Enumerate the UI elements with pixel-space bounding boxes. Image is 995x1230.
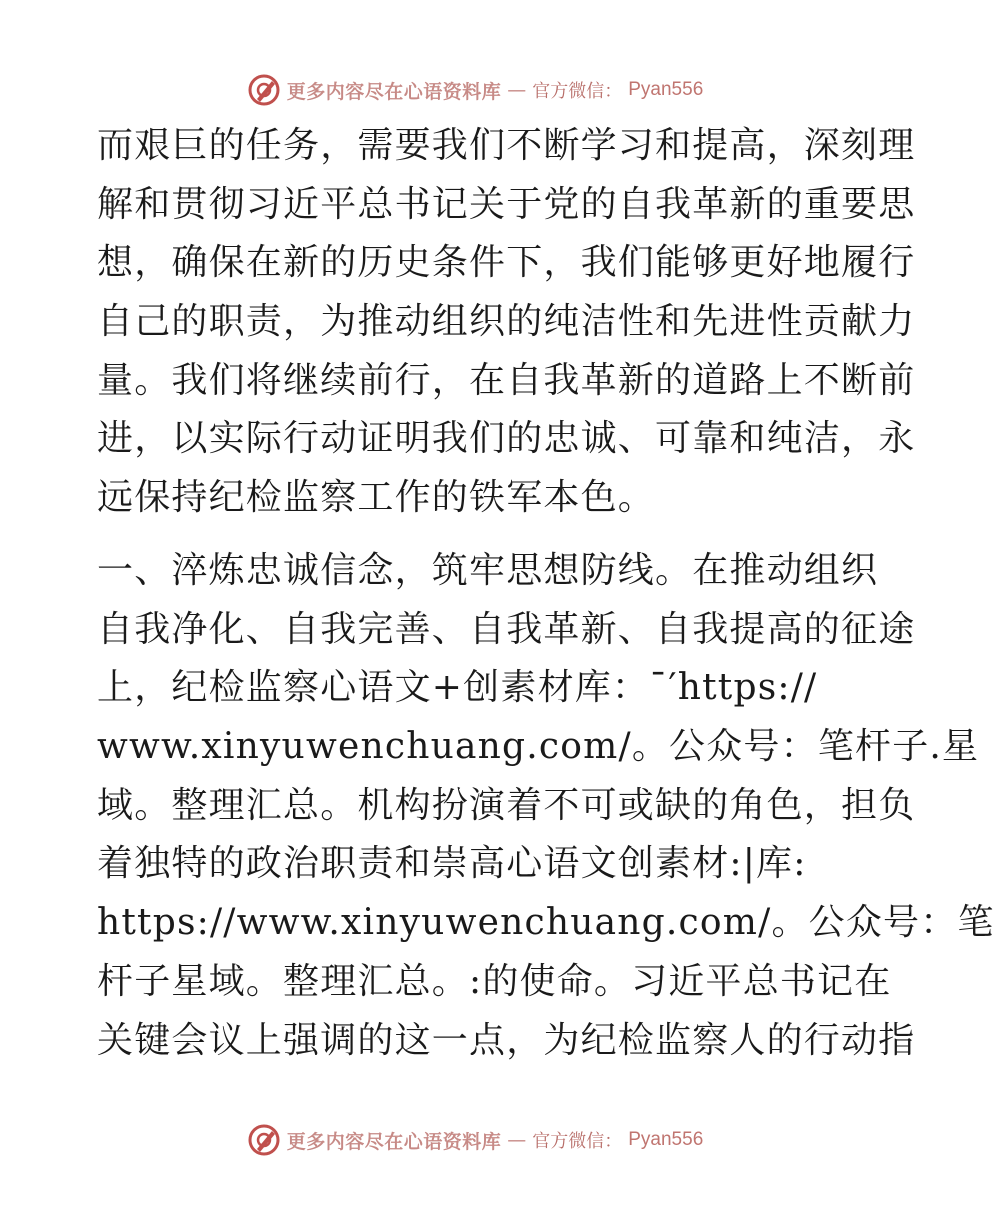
- text-line: 着独特的政治职责和崇高心语文创素材:|库:: [97, 843, 807, 885]
- footer-watermark-banner: [0, 1120, 950, 1160]
- paragraph-1: [97, 117, 916, 528]
- text-line: 量。我们将继续前行，在自我革新的道路上不断前: [97, 359, 916, 401]
- text-line: 一、淬炼忠诚信念，筑牢思想防线。在推动组织: [97, 550, 879, 591]
- brand-logo-icon: [247, 73, 281, 107]
- text-line: 上，纪检监察心语文+创素材库：¯′https://: [97, 667, 818, 709]
- text-line: 域。整理汇总。机构扮演着不可或缺的角色，担负: [97, 784, 916, 826]
- banner-subtitle: 官方微信：: [532, 1131, 623, 1152]
- banner-separator: —: [507, 1129, 527, 1151]
- text-line: 想，确保在新的历史条件下，我们能够更好地履行: [97, 242, 916, 284]
- text-line: 关键会议上强调的这一点，为纪检监察人的行动指: [97, 1019, 916, 1061]
- text-line: 杆子星域。整理汇总。:的使命。习近平总书记在: [97, 960, 892, 1002]
- banner-main-text: 更多内容尽在心语资料库: [286, 1130, 502, 1153]
- text-line: 解和贯彻习近平总书记关于党的自我革新的重要思: [97, 183, 916, 225]
- banner-separator: —: [507, 79, 527, 101]
- banner-subtitle: 官方微信：: [532, 81, 623, 102]
- brand-logo-icon: [247, 1123, 281, 1157]
- text-line: 远保持纪检监察工作的铁军本色。: [97, 477, 656, 519]
- text-line: 自己的职责，为推动组织的纯洁性和先进性贡献力: [97, 301, 916, 343]
- text-line: https://www.xinyuwenchuang.com/。公众号：笔: [97, 902, 995, 944]
- text-line: www.xinyuwenchuang.com/。公众号：笔杆子.星: [97, 726, 980, 768]
- banner-main-text: 更多内容尽在心语资料库: [286, 80, 502, 103]
- text-line: 进，以实际行动证明我们的忠诚、可靠和纯洁，永: [97, 418, 916, 460]
- text-line: 而艰巨的任务，需要我们不断学习和提高，深刻理: [97, 125, 916, 166]
- header-watermark-banner: [0, 70, 950, 110]
- text-line: 自我净化、自我完善、自我革新、自我提高的征途: [97, 608, 916, 650]
- banner-wechat-id: Pyan556: [628, 79, 704, 100]
- banner-wechat-id: Pyan556: [628, 1129, 704, 1150]
- paragraph-2: [97, 542, 995, 1070]
